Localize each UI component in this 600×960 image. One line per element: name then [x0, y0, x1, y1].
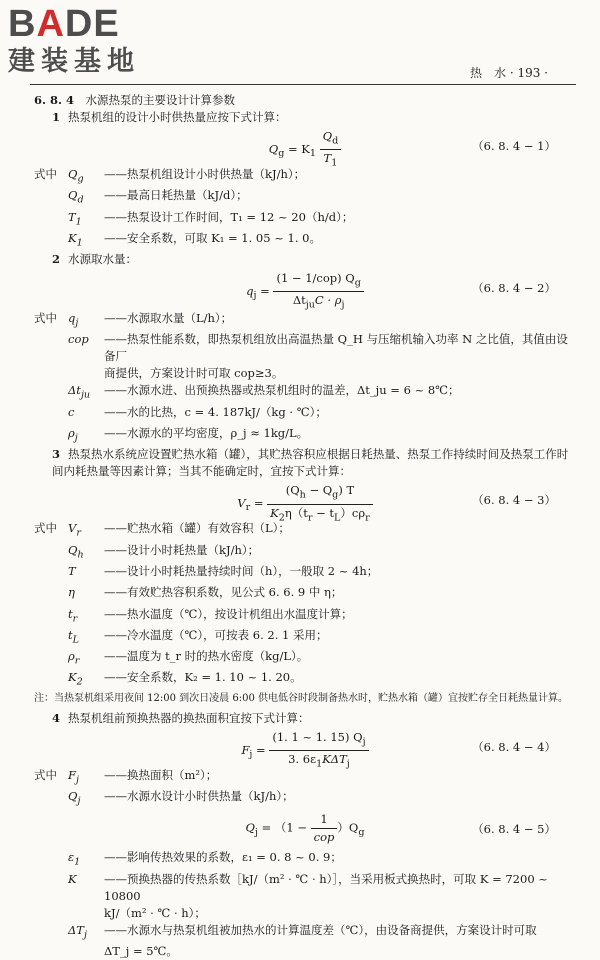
definition-row	[34, 209, 576, 230]
definition-label	[34, 209, 68, 230]
running-header: 热 水 · 193 ·	[470, 66, 548, 80]
definition-symbol: c	[68, 404, 75, 419]
definition-label	[34, 648, 68, 669]
definition-label	[34, 365, 68, 382]
equation-4: $F_j$ = $\frac{(1. 1 \sim 1. 15) Q_j}{3. 6\varepsilon_1K\Delta T_j}$ （6. 8. 4 − 4）	[241, 729, 556, 770]
definitions-2	[34, 310, 576, 446]
equation-5: $Q_j = (1$ − $\frac{1}{\text{cop}}$ ）$Q_g$ （6. 8. 4 − 5）	[245, 812, 556, 845]
definition-label	[34, 943, 68, 960]
definition-symbol: cop	[68, 332, 89, 347]
definition-label	[34, 584, 68, 605]
definition-row	[34, 404, 576, 425]
definition-text: ——冷水温度（℃），可按表 6. 2. 1 采用；	[104, 627, 328, 642]
item-3: 3 热泵热水系统应设置贮热水箱（罐），其贮热容积应根据日耗热量、热泵工作持续时间及热泵工作时间内耗热量等因素计算；当其不能确定时，宜按下式计算：	[52, 447, 569, 479]
note: 注：当热泵机组采用夜间 12:00 到次日凌晨 6:00 供电低谷时段制备热水时，贮热水箱（罐）宜按贮存全日耗热量计算。	[34, 692, 568, 704]
definition-label: 式中	[34, 311, 57, 326]
definition-text: ——水源水设计小时供热量（kJ/h）；	[104, 789, 294, 804]
definition-symbol: $\varepsilon_1$	[68, 850, 81, 868]
definition-row	[34, 382, 576, 403]
definition-symbol: K	[68, 871, 77, 886]
definition-row	[34, 365, 576, 382]
definition-row	[34, 905, 576, 922]
definition-row	[34, 230, 576, 251]
definition-symbol: $\Delta T_j$	[68, 922, 87, 940]
definition-label	[34, 230, 68, 251]
definition-row	[34, 922, 576, 943]
definition-text: ——设计小时耗热量持续时间（h），一般取 2 ~ 4h；	[104, 563, 379, 578]
definition-label	[34, 542, 68, 563]
definition-text: ——换热面积（m²）；	[104, 767, 218, 782]
definition-label	[34, 922, 68, 943]
definition-symbol	[68, 943, 104, 960]
definition-symbol: $K_2$	[68, 670, 83, 688]
item-2: 2 水源取水量：	[52, 252, 138, 267]
definition-row	[34, 542, 576, 563]
definition-symbol: $Q_j$	[68, 789, 81, 807]
item-4: 4 热泵机组前预换热器的换热面积宜按下式计算：	[52, 710, 310, 725]
logo-wordmark: BADE	[8, 3, 120, 45]
definition-row	[34, 669, 576, 690]
equation-number: （6. 8. 4 − 4）	[472, 739, 556, 754]
definition-text: ——水的比热，c = 4. 187kJ/（kg · ℃）；	[104, 404, 327, 419]
definition-text: ——水源水的平均密度，ρ_j ≈ 1kg/L。	[104, 426, 309, 441]
definition-text: ——水源水进、出预换热器或热泵机组时的温差，Δt_ju = 6 ~ 8℃；	[104, 383, 460, 398]
definition-symbol: $Q_g$	[68, 167, 84, 185]
definition-text: ——热泵机组设计小时供热量（kJ/h）；	[104, 167, 306, 181]
equation-1: $Q_g = K_1$ $\frac{Q_d}{T_1}$ （6. 8. 4 − 1）	[268, 129, 556, 169]
header-rule	[30, 84, 576, 85]
definition-label	[34, 627, 68, 648]
definition-symbol: $\rho_j$	[68, 426, 78, 444]
definition-text: ——热泵性能系数，即热泵机组放出高温热量 Q_H 与压缩机输入功率 N 之比值，其值由设备厂	[104, 332, 568, 364]
definition-row	[34, 606, 576, 627]
definition-symbol: η	[68, 585, 75, 600]
definition-text: ——温度为 t_r 时的热水密度（kg/L）。	[104, 649, 309, 664]
item-1: 1 热泵机组的设计小时供热量应按下式计算：	[52, 110, 287, 124]
definition-label	[34, 788, 68, 809]
definition-text: ——安全系数，可取 K₁ = 1. 05 ~ 1. 0。	[104, 230, 321, 245]
definition-symbol: $\Delta t_{ju}$	[68, 383, 91, 401]
definition-symbol: $K_1$	[68, 230, 83, 249]
definition-row	[34, 331, 576, 365]
definition-text: ——有效贮热容积系数，见公式 6. 6. 9 中 η；	[104, 585, 343, 600]
definition-row	[34, 849, 576, 870]
definition-label	[34, 905, 68, 922]
definition-label: 式中	[34, 167, 57, 181]
definition-text: ——贮热水箱（罐）有效容积（L）；	[104, 521, 290, 536]
definition-row	[34, 187, 576, 208]
definition-text: ——设计小时耗热量（kJ/h）；	[104, 542, 260, 557]
definition-symbol: $F_j$	[68, 767, 79, 786]
definition-text: ——预换热器的传热系数［kJ/（m² · ℃ · h）］，当采用板式换热时，可取 K = 7200 ~ 10800	[104, 871, 548, 903]
definition-text: ——影响传热效果的系数，ε₁ = 0. 8 ~ 0. 9；	[104, 850, 342, 865]
equation-2: $q_j$ = $\frac{(1 - 1/cop) Q_g}{\Delta t_{ju}C \cdot \rho_j}$ （6. 8. 4 − 2）	[246, 271, 556, 311]
definitions-1	[34, 166, 576, 251]
definition-row	[34, 627, 576, 648]
definition-row	[34, 943, 576, 960]
definition-text: ——最高日耗热量（kJ/d）；	[104, 188, 248, 203]
equation-number: （6. 8. 4 − 2）	[472, 281, 556, 296]
definition-text: ——水源水与热泵机组被加热水的计算温度差（℃），由设备商提供，方案设计时可取	[104, 922, 537, 937]
definition-row	[34, 584, 576, 605]
definition-symbol: $V_r$	[68, 521, 81, 539]
definition-symbol: T	[68, 563, 76, 578]
definition-label	[34, 382, 68, 403]
definition-label	[34, 563, 68, 584]
section-heading: 6. 8. 4 水源热泵的主要设计计算参数	[34, 93, 236, 107]
definition-symbol	[68, 905, 104, 922]
equation-number: （6. 8. 4 − 3）	[472, 493, 556, 508]
definition-label	[34, 187, 68, 208]
definition-label	[34, 404, 68, 425]
definition-row	[34, 563, 576, 584]
definition-symbol: $q_j$	[68, 311, 79, 329]
definition-text: ——热泵设计工作时间，T₁ = 12 ~ 20（h/d）；	[104, 209, 354, 224]
definition-label	[34, 606, 68, 627]
definition-text: ΔT_j = 5℃。	[104, 943, 178, 958]
equation-3: $V_r$ = $\frac{(Q_h - Q_g) T}{K_2\eta(t_r - t_L)c\rho_r}$ （6. 8. 4 − 3）	[237, 483, 556, 523]
definitions-5	[34, 849, 576, 960]
definition-symbol: $Q_d$	[68, 188, 84, 206]
logo-chinese: 建装基地	[8, 46, 140, 77]
definition-row	[34, 648, 576, 669]
definition-label	[34, 425, 68, 446]
definition-symbol: $Q_h$	[68, 542, 84, 560]
definition-symbol: $t_r$	[68, 606, 78, 624]
definition-label	[34, 669, 68, 690]
definitions-4	[34, 767, 576, 810]
logo	[8, 4, 183, 78]
definition-text: 商提供，方案设计时可取 cop≥3。	[104, 366, 284, 381]
definition-text: ——水源取水量（L/h）；	[104, 311, 233, 326]
definition-label: 式中	[34, 521, 57, 536]
definition-label	[34, 331, 68, 365]
definition-symbol	[68, 365, 104, 382]
definitions-3	[34, 520, 576, 690]
definition-text: kJ/（m² · ℃ · h）；	[104, 905, 206, 920]
definition-label: 式中	[34, 767, 57, 782]
page-body	[34, 92, 576, 960]
definition-label	[34, 849, 68, 870]
equation-number: （6. 8. 4 − 5）	[472, 822, 556, 837]
definition-symbol: $t_L$	[68, 627, 79, 646]
definition-row	[34, 788, 576, 809]
definition-symbol: $\rho_r$	[68, 649, 80, 667]
definition-symbol: $T_1$	[68, 209, 82, 227]
equation-number: （6. 8. 4 − 1）	[472, 139, 556, 153]
definition-text: ——安全系数，K₂ = 1. 10 ~ 1. 20。	[104, 670, 302, 685]
definition-text: ——热水温度（℃），按设计机组出水温度计算；	[104, 606, 353, 621]
definition-row	[34, 425, 576, 446]
